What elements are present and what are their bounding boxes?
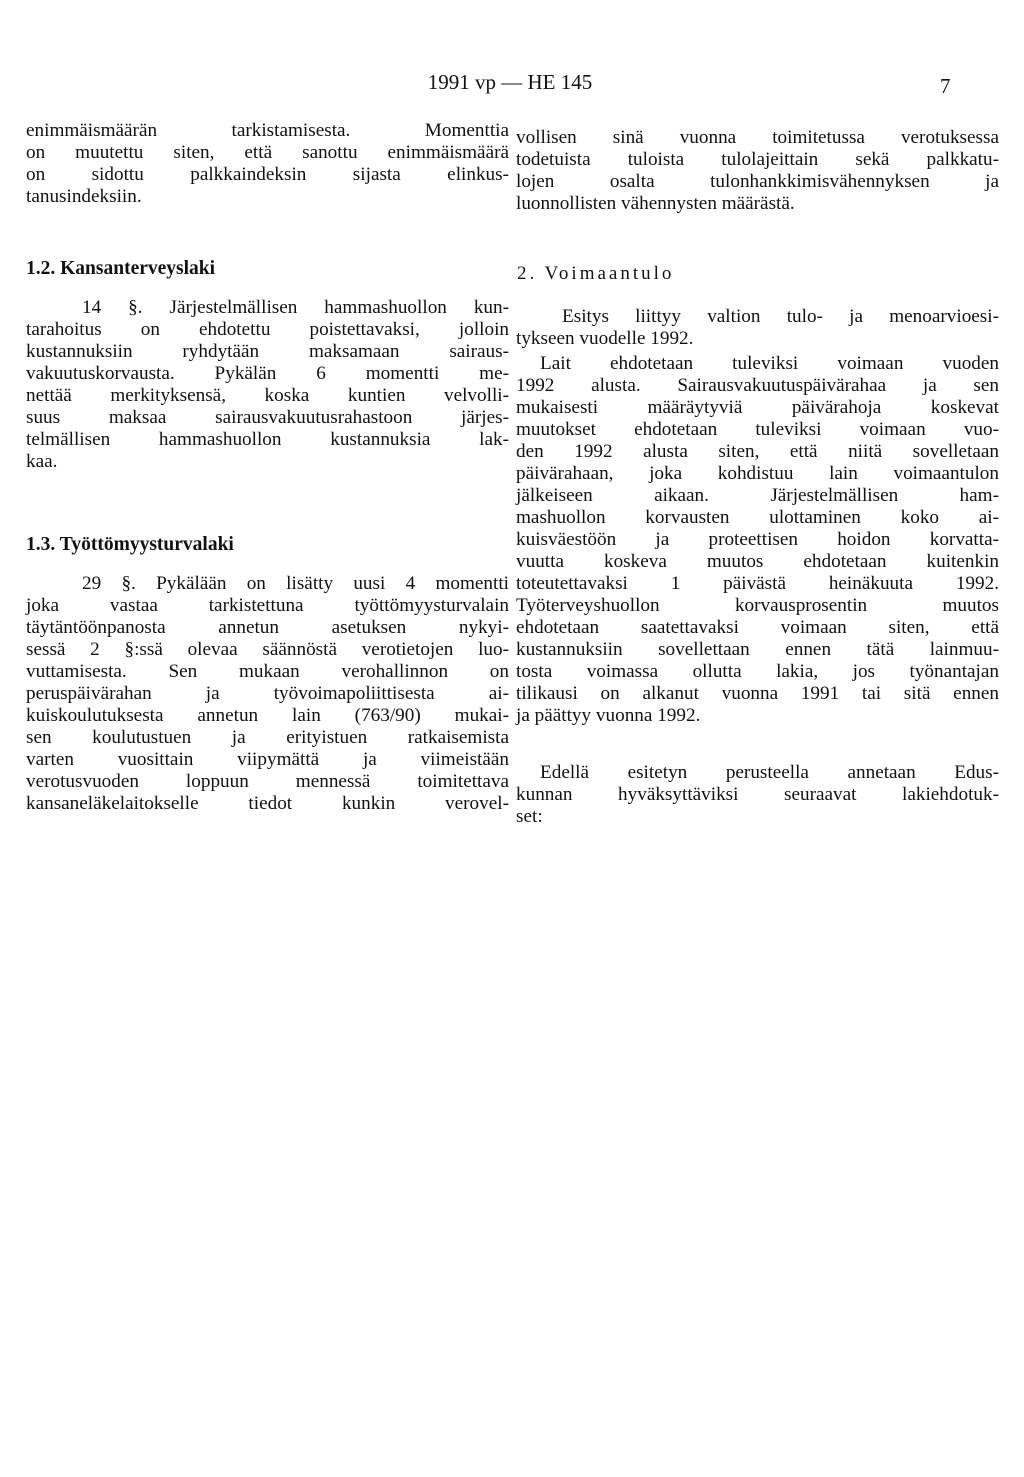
left-intro-paragraph	[26, 120, 509, 208]
text-line: on sidottu palkkaindeksin sijasta elinkus-	[26, 164, 509, 185]
section-heading-tyottomyysturvalaki: 1.3. Työttömyysturvalaki	[26, 534, 234, 555]
text-line: täytäntöönpanosta annetun asetuksen nykyi-	[26, 617, 509, 638]
text-line: 29 §. Pykälään on lisätty uusi 4 momentti	[82, 573, 509, 594]
text-line: varten vuosittain viipymättä ja viimeistään	[26, 749, 509, 770]
text-line: Lait ehdotetaan tuleviksi voimaan vuoden	[540, 353, 999, 374]
kansanterveyslaki-paragraph	[26, 297, 509, 473]
text-line: tykseen vuodelle 1992.	[516, 328, 694, 349]
text-line: sessä 2 §:ssä olevaa säännöstä verotietojen luo-	[26, 639, 509, 660]
section-heading-voimaantulo: 2. Voimaantulo	[517, 263, 675, 284]
text-line: 14 §. Järjestelmällisen hammashuollon kun-	[82, 297, 509, 318]
text-line: enimmäismäärän tarkistamisesta. Momenttia	[26, 120, 509, 141]
text-line: vollisen sinä vuonna toimitetussa verotuksessa	[516, 127, 999, 148]
page-header	[0, 70, 1024, 100]
text-line: on muutettu siten, että sanottu enimmäismäärä	[26, 142, 509, 163]
text-line: tilikausi on alkanut vuonna 1991 tai sitä ennen	[516, 683, 999, 704]
text-line: lojen osalta tulonhankkimisvähennyksen ja	[516, 171, 999, 192]
text-line: vakuutuskorvausta. Pykälän 6 momentti me-	[26, 363, 509, 384]
running-head: 1991 vp — HE 145	[427, 70, 593, 94]
text-line: sen koulutustuen ja erityistuen ratkaisemista	[26, 727, 509, 748]
text-line: Edellä esitetyn perusteella annetaan Edus-	[540, 762, 999, 783]
text-line: nettää merkityksensä, koska kuntien velvolli-	[26, 385, 509, 406]
tyottomyysturvalaki-paragraph	[26, 573, 509, 815]
text-line: verotusvuoden loppuun mennessä toimitettava	[26, 771, 509, 792]
text-line: telmällisen hammashuollon kustannuksia lak-	[26, 429, 509, 450]
text-line: suus maksaa sairausvakuutusrahastoon järjes-	[26, 407, 509, 428]
text-line: peruspäivärahan ja työvoimapoliittisesta ai-	[26, 683, 509, 704]
voimaantulo-paragraph-2	[516, 353, 999, 727]
voimaantulo-paragraph-1	[516, 306, 999, 350]
text-line: 1992 alusta. Sairausvakuutuspäivärahaa ja sen	[516, 375, 999, 396]
text-line: mashuollon korvausten ulottaminen koko ai-	[516, 507, 999, 528]
text-line: tosta voimassa ollutta lakia, jos työnantajan	[516, 661, 999, 682]
voimaantulo-paragraph-3	[516, 762, 999, 828]
text-line: Työterveyshuollon korvausprosentin muutos	[516, 595, 999, 616]
text-line: muutokset ehdotetaan tuleviksi voimaan vuo-	[516, 419, 999, 440]
right-continuation-paragraph	[516, 127, 999, 215]
section-heading-kansanterveyslaki: 1.2. Kansanterveyslaki	[26, 258, 216, 279]
text-line: set:	[516, 806, 543, 827]
text-line: kustannuksiin ryhdytään maksamaan sairaus-	[26, 341, 509, 362]
text-line: jälkeiseen aikaan. Järjestelmällisen ham-	[516, 485, 999, 506]
text-line: mukaisesti määräytyviä päivärahoja koskevat	[516, 397, 999, 418]
text-line: joka vastaa tarkistettuna työttömyysturvalain	[26, 595, 509, 616]
text-line: kaa.	[26, 451, 58, 472]
text-line: vuttamisesta. Sen mukaan verohallinnon on	[26, 661, 509, 682]
text-line: Esitys liittyy valtion tulo- ja menoarvioesi-	[562, 306, 999, 327]
text-line: kustannuksiin sovellettaan ennen tätä lainmuu-	[516, 639, 999, 660]
page-number: 7	[940, 74, 951, 98]
text-line: todetuista tuloista tulolajeittain sekä palkkatu-	[516, 149, 999, 170]
text-line: kunnan hyväksyttäviksi seuraavat lakiehdotuk-	[516, 784, 999, 805]
text-line: päivärahaan, joka kohdistuu lain voimaantulon	[516, 463, 999, 484]
text-line: tanusindeksiin.	[26, 186, 142, 207]
text-line: vuutta koskeva muutos ehdotetaan kuitenkin	[516, 551, 999, 572]
text-line: ja päättyy vuonna 1992.	[516, 705, 701, 726]
text-line: den 1992 alusta siten, että niitä sovelletaan	[516, 441, 999, 462]
text-line: kuisväestöön ja proteettisen hoidon korvatta-	[516, 529, 999, 550]
text-line: toteutettavaksi 1 päivästä heinäkuuta 1992.	[516, 573, 999, 594]
text-line: luonnollisten vähennysten määrästä.	[516, 193, 795, 214]
text-line: tarahoitus on ehdotettu poistettavaksi, jolloin	[26, 319, 509, 340]
text-line: ehdotetaan saatettavaksi voimaan siten, että	[516, 617, 999, 638]
text-line: kuiskoulutuksesta annetun lain (763/90) mukai-	[26, 705, 509, 726]
text-line: kansaneläkelaitokselle tiedot kunkin verovel-	[26, 793, 509, 814]
